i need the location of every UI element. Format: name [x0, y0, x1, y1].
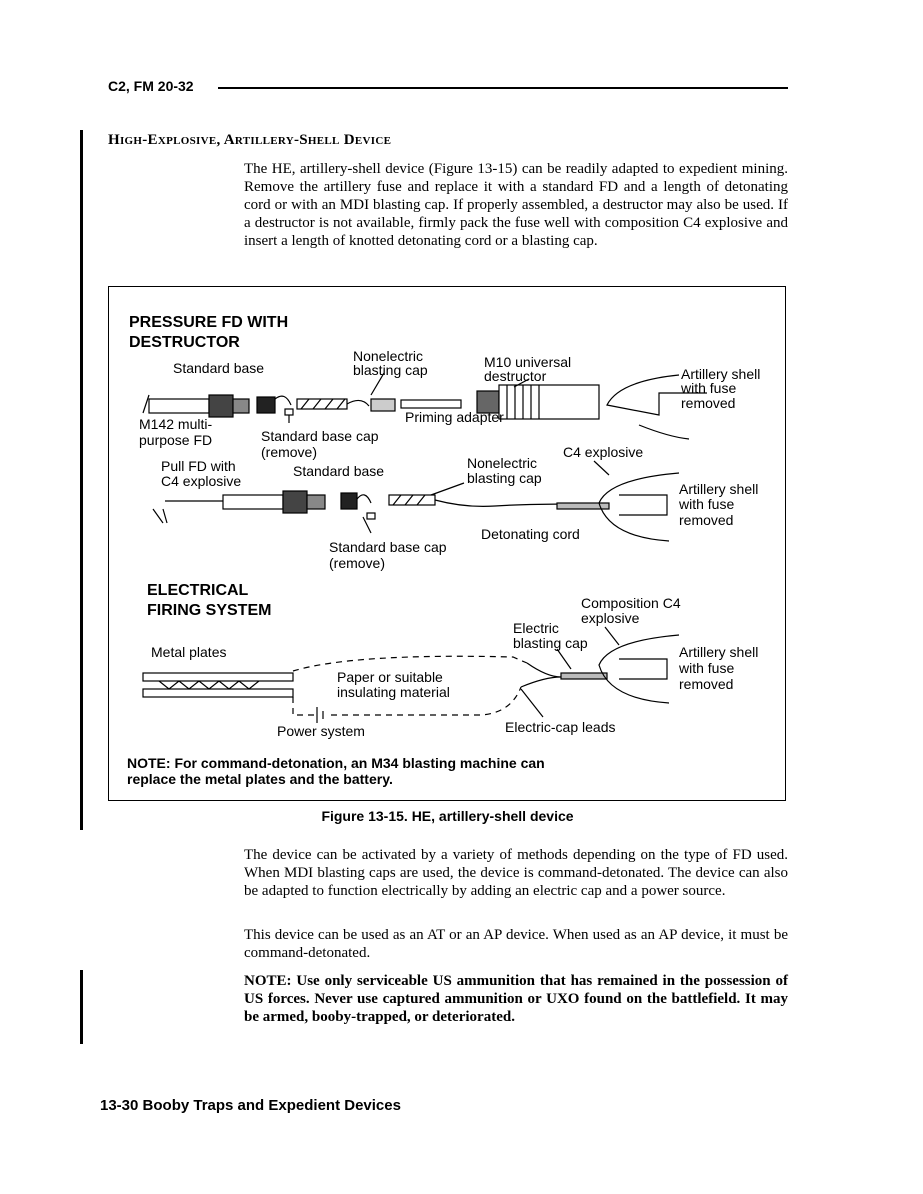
label-m10-b: destructor — [484, 368, 547, 384]
section-heading: High-Explosive, Artillery-Shell Device — [108, 132, 392, 148]
standard-base-cap-2 — [367, 513, 375, 519]
label-m10-a: M10 universal — [484, 354, 572, 370]
label-shell-1a: Artillery shell — [681, 366, 761, 382]
artillery-shell-3 — [599, 635, 679, 703]
label-cap-1a: Standard base cap — [261, 428, 379, 444]
battery — [317, 707, 323, 723]
label-paper-b: insulating material — [337, 684, 450, 700]
label-paper-a: Paper or suitable — [337, 669, 443, 685]
arrow-composition — [605, 627, 619, 645]
label-shell-1c: removed — [681, 395, 736, 411]
label-metal-plates: Metal plates — [151, 644, 227, 660]
label-shell-3b: with fuse — [679, 660, 735, 676]
figure-note: NOTE: For command-detonation, an M34 blasting machine can replace the metal plates and the battery. — [127, 755, 545, 787]
cap-leads — [521, 663, 561, 687]
figure-diagram — [109, 287, 785, 800]
label-m142-b: purpose FD — [139, 432, 213, 448]
electric-cap — [561, 673, 607, 679]
label-pull-a: Pull FD with — [161, 458, 236, 474]
arrow-cap-leads — [521, 689, 543, 717]
label-electric-cap-b: blasting cap — [513, 635, 588, 651]
label-nonelectric-1b: blasting cap — [353, 362, 428, 378]
artillery-shell-2 — [599, 473, 679, 541]
activation-paragraph: The device can be activated by a variety of methods depending on the type of FD used. When MDI blasting caps are used, the device is command-detonated. The device can also be adapted to function electrically by adding an electric cap and a power source. — [244, 847, 788, 899]
panel1-heading-line1: PRESSURE FD WITH — [129, 314, 289, 331]
label-shell-2a: Artillery shell — [679, 481, 759, 497]
header-rule — [218, 87, 788, 89]
change-bar — [80, 130, 83, 830]
label-composition-b: explosive — [581, 610, 640, 626]
label-cap-1b: (remove) — [261, 444, 318, 460]
label-c4-explosive: C4 explosive — [563, 444, 644, 460]
label-detonating-cord: Detonating cord — [481, 526, 580, 542]
arrow-nonelectric-2 — [431, 483, 464, 495]
figure-13-15 — [108, 286, 786, 801]
usage-paragraph: This device can be used as an AT or an AP device. When used as an AP device, it must be command-detonated. — [244, 927, 788, 961]
arrow-electric-cap — [557, 649, 571, 669]
change-bar — [80, 970, 83, 1044]
label-shell-3c: removed — [679, 676, 734, 692]
metal-plates — [143, 673, 293, 697]
label-cap-2a: Standard base cap — [329, 539, 447, 555]
page-footer: 13-30 Booby Traps and Expedient Devices — [100, 1097, 401, 1114]
label-shell-1b: with fuse — [681, 380, 737, 396]
label-cap-2b: (remove) — [329, 555, 386, 571]
panel1-heading-line2: DESTRUCTOR — [129, 334, 240, 351]
label-power-system: Power system — [277, 723, 365, 739]
ammunition-note: NOTE: Use only serviceable US ammunition that has remained in the possession of US forces. Never use captured ammunition or UXO found on the battlefield. It may be armed, booby-trapped, or deteriorated. — [244, 973, 788, 1025]
running-header: C2, FM 20-32 — [108, 78, 194, 94]
label-composition-a: Composition C4 — [581, 595, 681, 611]
panel3-heading-line1: ELECTRICAL — [147, 582, 249, 599]
label-m142-a: M142 multi- — [139, 416, 213, 432]
standard-base-2 — [341, 493, 371, 509]
nonelectric-cap-2 — [389, 495, 435, 505]
pull-fd — [153, 491, 325, 523]
label-shell-3a: Artillery shell — [679, 644, 759, 660]
panel3-heading-line2: FIRING SYSTEM — [147, 602, 272, 619]
label-nonelectric-2b: blasting cap — [467, 470, 542, 486]
label-shell-2b: with fuse — [679, 496, 735, 512]
label-cap-leads: Electric-cap leads — [505, 719, 616, 735]
label-pull-b: C4 explosive — [161, 473, 242, 489]
label-standard-base-1: Standard base — [173, 360, 265, 376]
label-priming-adapter: Priming adapter — [405, 409, 504, 425]
label-nonelectric-2a: Nonelectric — [467, 455, 538, 471]
intro-paragraph: The HE, artillery-shell device (Figure 13-15) can be readily adapted to expedient mining. Remove the artillery fuse and replace it with a standard FD and a length of detonating cord or with an MDI blasting cap. If properly assembled, a destructor may also be used. If a destructor is not available, firmly pack the fuse well with composition C4 explosive and insert a length of knotted detonating cord or a blasting cap. — [244, 161, 788, 249]
nonelectric-cap-1 — [297, 399, 369, 409]
label-shell-2c: removed — [679, 512, 734, 528]
label-nonelectric-1a: Nonelectric — [353, 348, 424, 364]
standard-base-cap-1 — [285, 409, 293, 415]
label-electric-cap-a: Electric — [513, 620, 559, 636]
m142-firing-device — [143, 395, 249, 417]
label-standard-base-2: Standard base — [293, 463, 385, 479]
figure-caption: Figure 13-15. HE, artillery-shell device — [321, 808, 574, 824]
arrow-c4-2 — [594, 461, 609, 475]
